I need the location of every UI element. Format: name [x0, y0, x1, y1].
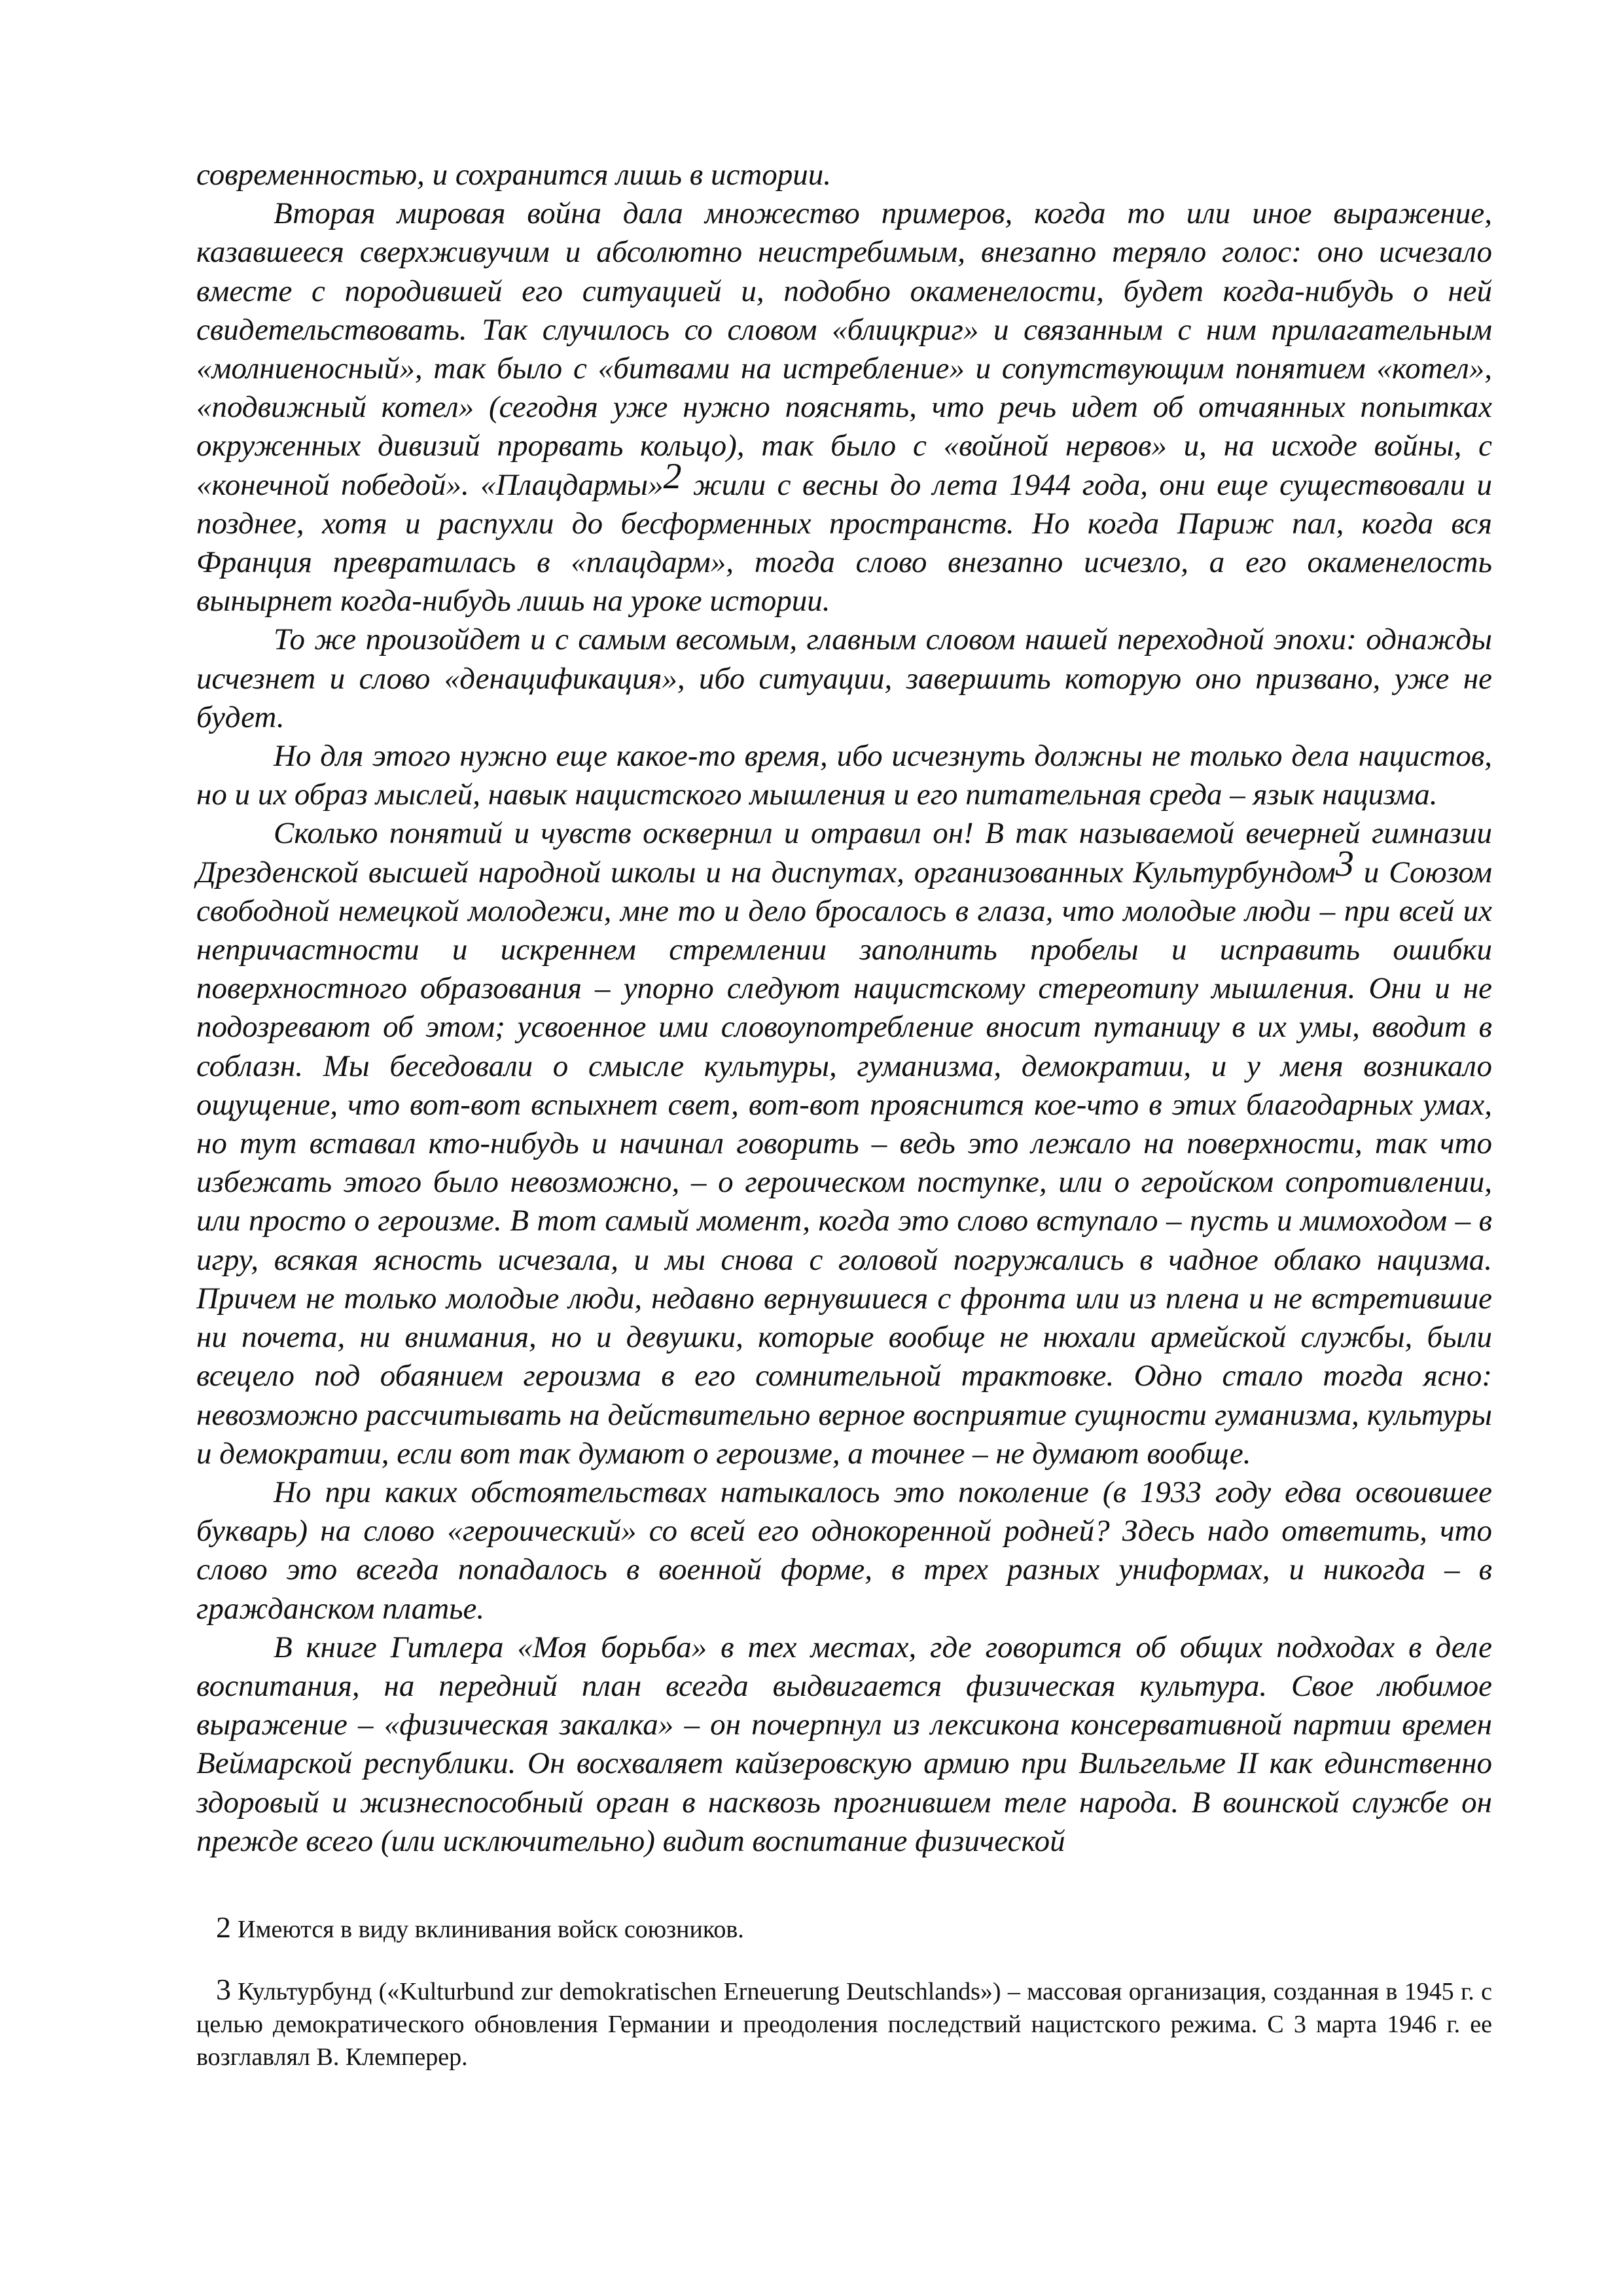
- paragraph-text: Сколько понятий и чувств осквернил и отравил он! В так называемой вечерней гимназии Дрезденской высшей народной школы и на диспутах, организованных Культурбундом: [196, 816, 1492, 889]
- paragraph-text: и Союзом свободной немецкой молодежи, мне то и дело бросалось в глаза, что молодые люди – при всей их непричастности и искреннем стремлении заполнить пробелы и исправить ошибки поверхностного образования – упорно следуют нацистскому стереотипу мышления. Они и не подозревают об этом; усвоенное ими словоупотребление вносит путаницу в их умы, вводит в соблазн. Мы беседовали о смысле культуры, гуманизма, демократии, и у меня возникало ощущение, что вот-вот вспыхнет свет, вот-вот прояснится кое-что в этих благодарных умах, но тут вставал кто-нибудь и начинал говорить – ведь это лежало на поверхности, так что избежать этого было невозможно, – о героическом поступке, или о геройском сопротивлении, или просто о героизме. В тот самый момент, когда это слово вступало – пусть и мимоходом – в игру, всякая ясность исчезала, и мы снова с головой погружались в чадное облако нацизма. Причем не только молодые люди, недавно вернувшиеся с фронта или из плена и не встретившие ни почета, ни внимания, но и девушки, которые вообще не нюхали армейской службы, были всецело под обаянием героизма в его сомнительной трактовке. Одно стало тогда ясно: невозможно рассчитывать на действительно верное восприятие сущности гуманизма, культуры и демократии, если вот так думают о героизме, а точнее – не думают вообще.: [196, 855, 1493, 1471]
- footnote-text: Культурбунд («Kulturbund zur demokratischen Erneuerung Deutschlands») – массовая организация, созданная в 1945 г. с целью демократического обновления Германии и преодоления последствий нацистского режима. С 3 марта 1946 г. ее возглавлял В. Клемперер.: [196, 1978, 1492, 2071]
- footnote: [196, 1973, 1492, 2073]
- footnote-reference: 2: [663, 456, 682, 497]
- paragraph-text: жили с весны до лета 1944 года, они еще существовали и позднее, хотя и распухли до бесформенных пространств. Но когда Париж пал, когда вся Франция превратилась в «плацдарм», тогда слово внезапно исчезло, а его окаменелость вынырнет когда-нибудь лишь на уроке истории.: [196, 467, 1492, 619]
- paragraph-text: Вторая мировая война дала множество примеров, когда то или иное выражение, казавшееся сверхживучим и абсолютно неистребимым, внезапно теряло голос: оно исчезало вместе с породившей его ситуацией и, подобно окаменелости, будет когда-нибудь о ней свидетельствовать. Так случилось со словом «блицкриг» и связанным с ним прилагательным «молниеносный», так было с «битвами на истребление» и сопутствующим понятием «котел», «подвижный котел» (сегодня уже нужно пояснять, что речь идет об отчаянных попытках окруженных дивизий прорвать кольцо), так было с «войной нервов» и, на исходе войны, с «конечной победой». «Плацдармы»: [196, 196, 1492, 502]
- paragraph: [196, 194, 1492, 620]
- paragraph-text: В книге Гитлера «Моя борьба» в тех местах, где говорится об общих подходах в деле воспитания, на передний план всегда выдвигается физическая культура. Свое любимое выражение – «физическая закалка» – он почерпнул из лексикона консервативной партии времен Веймарской республики. Он восхваляет кайзеровскую армию при Вильгельме II как единственно здоровый и жизнеспособный орган в насквозь прогнившем теле народа. В воинской службе он прежде всего (или исключительно) видит воспитание физической: [196, 1630, 1492, 1858]
- paragraph: [196, 156, 1492, 194]
- body-text: [196, 156, 1492, 1861]
- footnote-number: 2: [216, 1910, 231, 1944]
- footnotes: [196, 1911, 1492, 2101]
- paragraph: [196, 1473, 1492, 1628]
- paragraph-text: Но при каких обстоятельствах натыкалось это поколение (в 1933 году едва освоившее букварь) на слово «героический» со всей его однокоренной родней? Здесь надо ответить, что слово это всегда попадалось в военной форме, в трех разных униформах, и никогда – в гражданском платье.: [196, 1475, 1492, 1626]
- paragraph-text: Но для этого нужно еще какое-то время, ибо исчезнуть должны не только дела нацистов, но и их образ мыслей, навык нацистского мышления и его питательная среда – язык нацизма.: [196, 739, 1492, 812]
- footnote-number: 3: [216, 1973, 231, 2006]
- paragraph-text: То же произойдет и с самым весомым, главным словом нашей переходной эпохи: однажды исчезнет и слово «денацификация», ибо ситуации, завершить которую оно призвано, уже не будет.: [196, 622, 1492, 734]
- paragraph: [196, 737, 1492, 814]
- paragraph: [196, 620, 1492, 737]
- paragraph: [196, 1628, 1492, 1861]
- footnote-reference: 3: [1335, 843, 1354, 884]
- paragraph-text: современностью, и сохранится лишь в истории.: [196, 158, 831, 192]
- paragraph: [196, 814, 1492, 1473]
- footnote: [196, 1911, 1492, 1946]
- footnote-text: Имеются в виду вклинивания войск союзников.: [238, 1916, 744, 1943]
